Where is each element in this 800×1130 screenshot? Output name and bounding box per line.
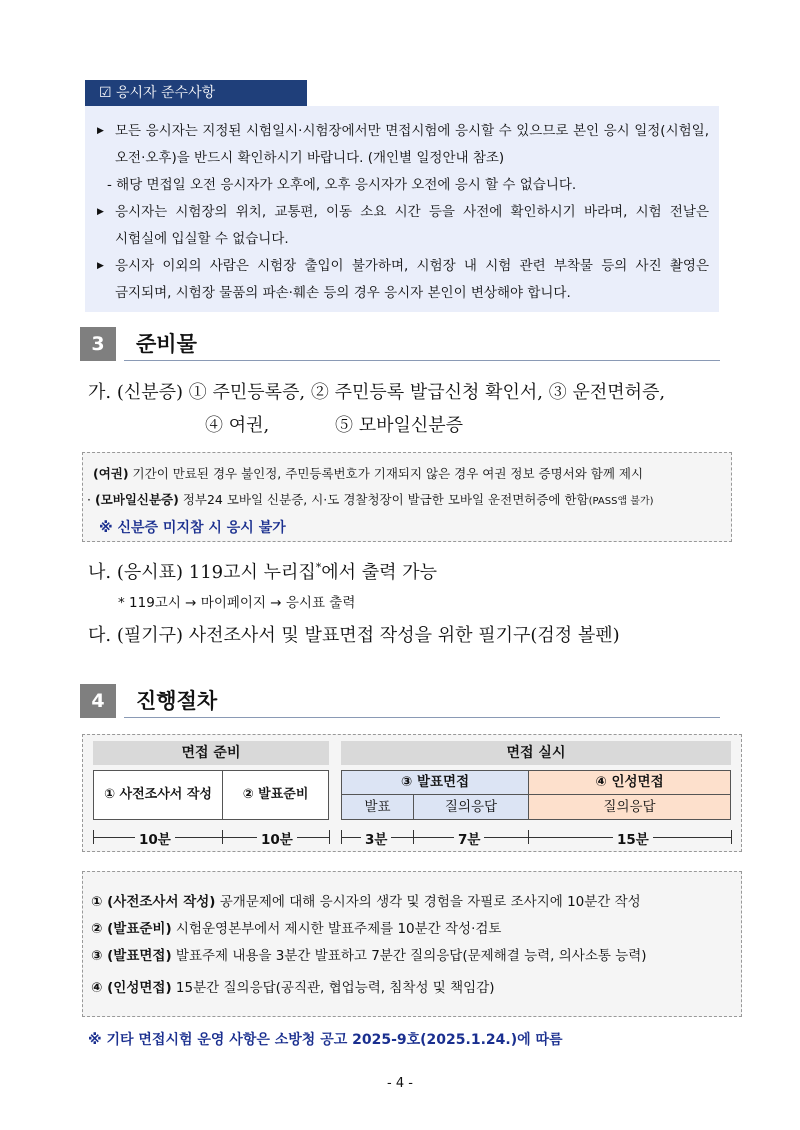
id-warning: ※ 신분증 미지참 시 응시 불가 (99, 520, 286, 536)
passport-note: (여권) 기간이 만료된 경우 불인정, 주민등록번호가 기재되지 않은 경우 여권 정보 증명서와 함께 제시 (93, 466, 644, 481)
prep-header: 면접 준비 (93, 741, 329, 765)
time-label: 10분 (257, 828, 297, 848)
notice-item: ▶ 응시자 이외의 사람은 시험장 출입이 불가하며, 시험장 내 시험 관련 부착물 등의 사진 촬영은 금지되며, 시험장 물품의 파손·훼손 등의 경우 응시자 본인이 변상해야 합니다. (93, 253, 709, 307)
exec-header: 면접 실시 (341, 741, 731, 765)
timeline-tick (341, 830, 342, 844)
detail-item: ② (발표준비) 시험운영본부에서 제시한 발표주제를 10분간 작성·검토 (91, 921, 502, 937)
section-4-header (80, 684, 720, 718)
detail-item: ③ (발표면접) 발표주제 내용을 3분간 발표하고 7분간 질의응답(문제해결 능력, 의사소통 능력) (91, 948, 647, 964)
notice-sub-item: - 해당 면접일 오전 응시자가 오후에, 오후 응시자가 오전에 응시 할 수 없습니다. (107, 177, 577, 193)
time-label: 3분 (361, 828, 391, 848)
section-title: 준비물 (136, 332, 197, 356)
sub-presentation: 발표 (341, 794, 414, 820)
time-label: 7분 (454, 828, 484, 848)
step-prep-presentation: ② 발표준비 (222, 770, 329, 820)
timeline-tick (222, 830, 223, 844)
divider (124, 717, 720, 718)
notice-box (85, 106, 719, 312)
id-note-box (82, 452, 732, 542)
id-requirement-line: 가. (신분증) ① 주민등록증, ② 주민등록 발급신청 확인서, ③ 운전면허증, (88, 382, 666, 403)
ticket-line: 나. (응시표) 119고시 누리집*에서 출력 가능 (88, 561, 438, 583)
sub-qa-personality: 질의응답 (528, 794, 731, 820)
notice-header: ☑ 응시자 준수사항 (85, 80, 307, 106)
section-number: 3 (80, 327, 116, 361)
detail-item: ④ (인성면접) 15분간 질의응답(공직관, 협업능력, 침착성 및 책임감) (91, 980, 495, 996)
mobile-id-note: · (모바일신분증) 정부24 모바일 신분증, 시·도 경찰청장이 발급한 모바일 운전면허증에 한함(PASS앱 불가) (87, 492, 654, 507)
bullet-icon: ▶ (97, 126, 104, 136)
id-requirement-line-2a: ④ 여권, (205, 415, 270, 436)
timeline-exec (341, 837, 731, 838)
section-3-header (80, 327, 720, 361)
time-label: 15분 (613, 828, 653, 848)
procedure-diagram (82, 734, 742, 852)
pen-line: 다. (필기구) 사전조사서 및 발표면접 작성을 위한 필기구(검정 볼펜) (88, 625, 620, 646)
id-requirement-line-2b: ⑤ 모바일신분증 (335, 415, 464, 436)
detail-item: ① (사전조사서 작성) 공개문제에 대해 응시자의 생각 및 경험을 자필로 조사지에 10분간 작성 (91, 894, 641, 910)
time-label: 10분 (135, 828, 175, 848)
step-prep-survey: ① 사전조사서 작성 (93, 770, 223, 820)
section-title: 진행절차 (136, 689, 218, 713)
timeline-tick (93, 830, 94, 844)
step-personality-interview: ④ 인성면접 (528, 770, 731, 795)
notice-item: ▶ 모든 응시자는 지정된 시험일시·시험장에서만 면접시험에 응시할 수 있으므로 본인 응시 일정(시험일, 오전·오후)을 반드시 확인하시기 바랍니다. (개인별 일정안내 참조) (93, 118, 709, 172)
procedure-details (82, 871, 742, 1017)
step-presentation-interview: ③ 발표면접 (341, 770, 529, 795)
divider (124, 360, 720, 361)
timeline-tick (329, 830, 330, 844)
timeline-tick (528, 830, 529, 844)
notice-item: ▶ 응시자는 시험장의 위치, 교통편, 이동 소요 시간 등을 사전에 확인하시기 바라며, 시험 전날은 시험실에 입실할 수 없습니다. (93, 199, 709, 253)
ticket-note: * 119고시 → 마이페이지 → 응시표 출력 (118, 595, 356, 611)
bullet-icon: ▶ (97, 207, 104, 217)
section-number: 4 (80, 684, 116, 718)
bullet-icon: ▶ (97, 261, 104, 271)
footer-note: ※ 기타 면접시험 운영 사항은 소방청 공고 2025-9호(2025.1.24.)에 따름 (88, 1032, 563, 1048)
timeline-tick (413, 830, 414, 844)
sub-qa: 질의응답 (413, 794, 529, 820)
timeline-tick (731, 830, 732, 844)
page-number: - 4 - (387, 1076, 413, 1091)
